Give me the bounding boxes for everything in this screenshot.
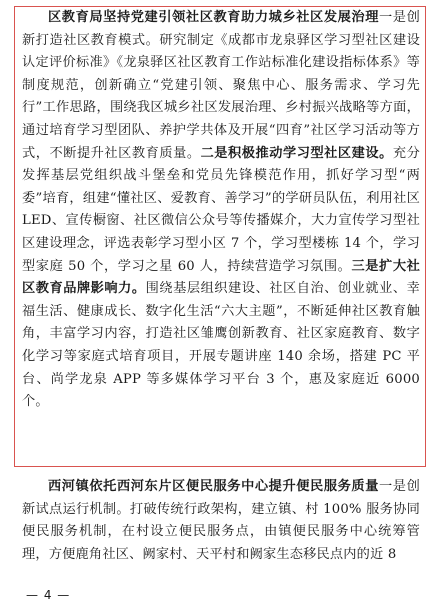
- paragraph-1-segment-1: 一是创新打造社区教育模式。研究制定《成都市龙泉驿区学习型社区建设认定评价标准》《龙泉驿区社区教育工作站标准化建设指标体系》等制度规范，创新确立“党建引领、聚焦中心、服务需求、学习先行”工作思路，围绕我区城乡社区发展治理、乡村振兴战略等方面，通过培育学习型团队、养护学共体及开展“四育”社区学习活动等方式，不断提升社区教育质量。: [22, 10, 420, 161]
- paragraph-1-segment-3: 充分发挥基层党组织战斗堡垒和党员先锋模范作用，抓好学习型“两委”培育，组建“懂社区、爱教育、善学习”的学研员队伍，利用社区 LED、宣传橱窗、社区微信公众号等传播媒介，大力宣传学习型社区建设理念，评选表彰学习型小区 7 个，学习型楼栋 14 个，学习型家庭 50 个，学习之星 60 人，持续营造学习氛围。: [22, 145, 420, 274]
- page-number: — 4 —: [26, 588, 71, 602]
- paragraph-1-segment-4: 三是扩大社区教育品牌影响力。: [22, 258, 420, 297]
- paragraph-1: [22, 7, 420, 463]
- paragraph-1-title: 区教育局坚持党建引领社区教育助力城乡社区发展治理: [48, 10, 380, 25]
- paragraph-2-segment-1: 一是创新试点运行机制。打破传统行政架构，建立镇、村 100% 服务协同便民服务机制，在村设立便民服务点，由镇便民服务中心统筹管理，方便鹿角社区、阙家村、天平村和阙家生态移民点内的近 8: [22, 479, 420, 562]
- paragraph-2-title: 西河镇依托西河东片区便民服务中心提升便民服务质量: [48, 479, 380, 494]
- paragraph-1-segment-2: 二是积极推动学习型社区建设。: [200, 145, 393, 161]
- paragraph-1-segment-5: 围绕基层组织建设、社区自治、创业就业、幸福生活、健康成长、数字化生活“六大主题”，不断延伸社区教育触角，丰富学习内容，打造社区雏鹰创新教育、社区家庭教育、数字化学习等家庭式培育项目，开展专题讲座 140 余场，搭建 PC 平台、尚学龙泉 APP 等多媒体学习平台 3 个，惠及家庭近 6000 个。: [22, 281, 420, 410]
- paragraph-2: [22, 476, 420, 589]
